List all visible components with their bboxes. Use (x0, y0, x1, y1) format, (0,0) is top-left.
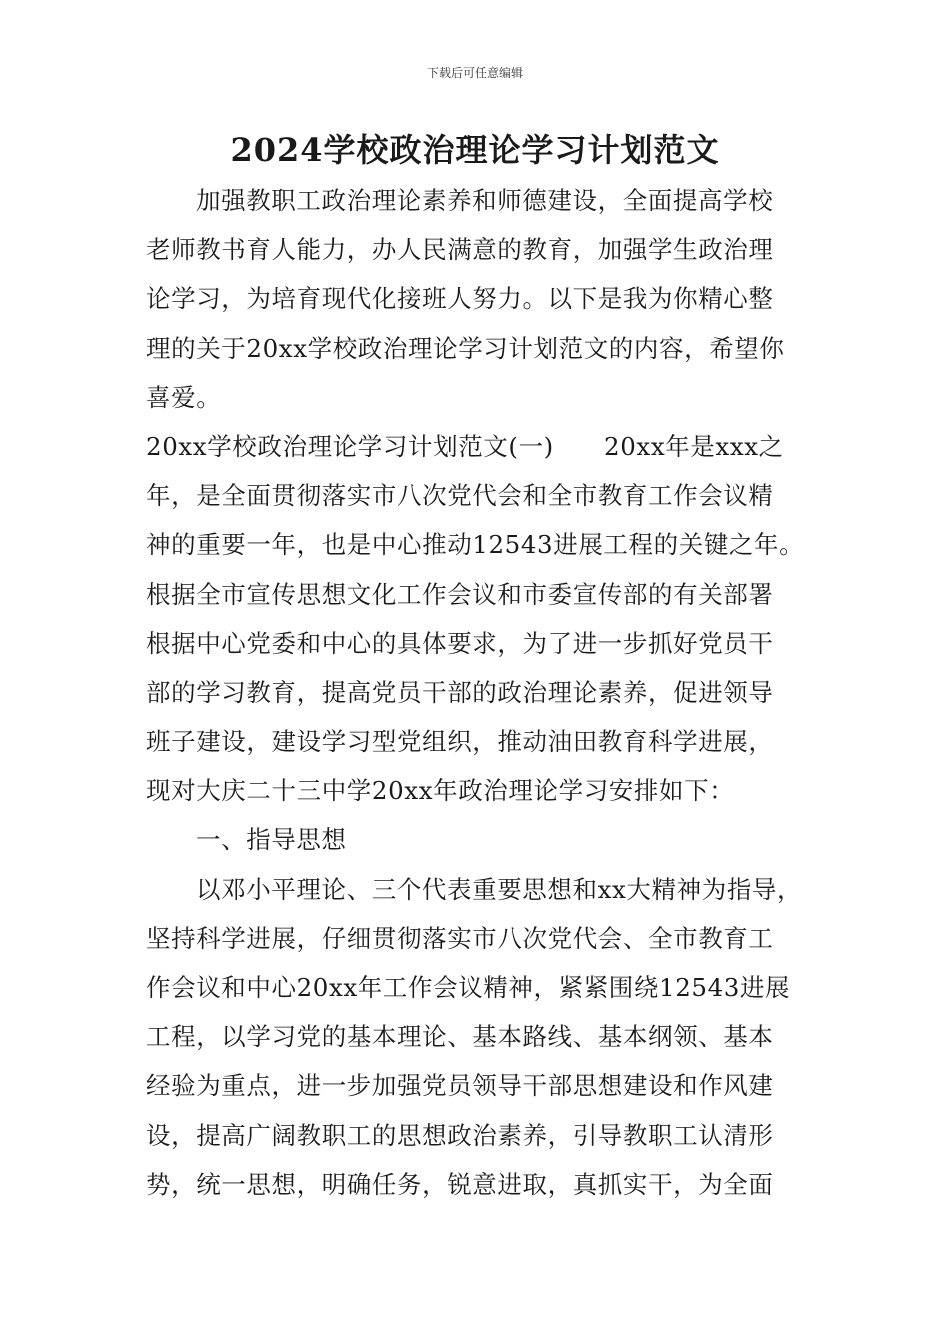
paragraph-line: 部的学习教育，提高党员干部的政治理论素养，促进领导 (146, 677, 774, 707)
paragraph-line: 理的关于20xx学校政治理论学习计划范文的内容，希望你 (146, 333, 785, 363)
paragraph-line: 现对大庆二十三中学20xx年政治理论学习安排如下： (146, 776, 735, 806)
paragraph-line: 作会议和中心20xx年工作会议精神，紧紧围绕12543进展 (146, 973, 791, 1002)
paragraph-line: 势，统一思想，明确任务，锐意进取，真抓实干，为全面 (146, 1169, 774, 1199)
paragraph-line: 设，提高广阔教职工的思想政治素养，引导教职工认清形 (146, 1120, 774, 1150)
paragraph-line: 经验为重点，进一步加强党员领导干部思想建设和作风建 (146, 1071, 774, 1101)
paragraph-line: 坚持科学进展，仔细贯彻落实市八次党代会、全市教育工 (146, 923, 774, 953)
paragraph-line: 班子建设，建设学习型党组织，推动油田教育科学进展， (146, 727, 774, 757)
section-heading: 一、指导思想 (196, 825, 347, 855)
header-note: 下载后可任意编辑 (426, 66, 523, 80)
paragraph-line: 以邓小平理论、三个代表重要思想和xx大精神为指导， (196, 874, 803, 904)
paragraph-line: 论学习，为培育现代化接班人努力。以下是我为你精心整 (146, 284, 774, 314)
paragraph-line: 加强教职工政治理论素养和师德建设，全面提高学校 (196, 186, 774, 215)
document-body (146, 176, 826, 1209)
document-title: 2024学校政治理论学习计划范文 (230, 131, 720, 169)
paragraph-line: 老师教书育人能力，办人民满意的教育，加强学生政治理 (146, 235, 774, 265)
paragraph-line: 根据中心党委和中心的具体要求，为了进一步抓好党员干 (146, 628, 774, 658)
paragraph-line: 喜爱。 (146, 382, 222, 412)
paragraph-line: 神的重要一年，也是中心推动12543进展工程的关键之年。 (146, 530, 805, 560)
paragraph-line: 工程，以学习党的基本理论、基本路线、基本纲领、基本 (146, 1022, 774, 1052)
paragraph-line: 20xx学校政治理论学习计划范文(一) 20xx年是xxx之 (146, 431, 784, 461)
paragraph-line: 年，是全面贯彻落实市八次党代会和全市教育工作会议精 (146, 481, 774, 511)
paragraph-line: 根据全市宣传思想文化工作会议和市委宣传部的有关部署 (146, 579, 774, 609)
